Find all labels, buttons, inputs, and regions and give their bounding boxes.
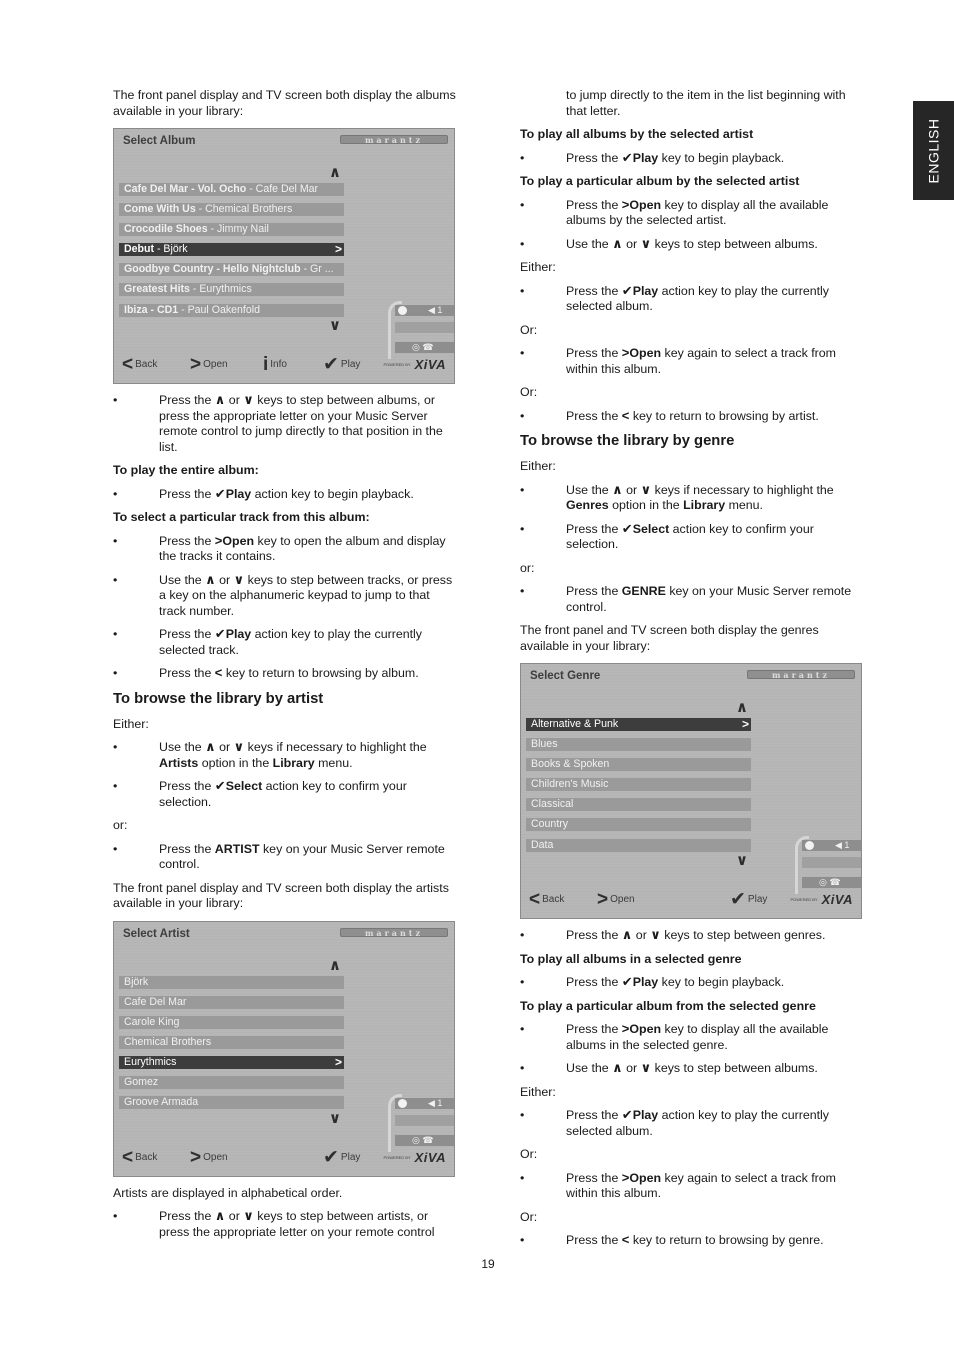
- chevron-right-icon: >: [621, 196, 630, 212]
- bullet-item: • Press the ∧ or ∨ keys to step between artists, or press the appropriate letter on your remote control: [113, 1208, 435, 1239]
- scroll-down-icon[interactable]: ∨: [328, 1109, 342, 1127]
- genres-intro: The front panel and TV screen both display the genres available in your library:: [520, 623, 819, 653]
- list-item[interactable]: Chemical Brothers: [119, 1036, 344, 1049]
- marantz-logo: marantz: [340, 928, 448, 937]
- bullet-item: • Press the >Open key again to select a track from within this album.: [520, 345, 836, 376]
- scroll-up-icon[interactable]: ∧: [328, 164, 342, 181]
- bullet-item: • Use the ∧ or ∨ keys if necessary to highlight the Artists option in the Library menu.: [113, 739, 427, 770]
- check-icon: ✔: [323, 354, 339, 375]
- chevron-right-icon: >: [334, 243, 342, 257]
- list-item[interactable]: Country: [526, 818, 751, 831]
- bullet-item: • Press the < key to return to browsing by genre.: [520, 1232, 824, 1247]
- down-key-icon: ∨: [640, 235, 652, 251]
- list-item[interactable]: Cafe Del Mar: [119, 996, 344, 1009]
- check-icon: ✔: [730, 889, 746, 910]
- either-label: Either:: [520, 1084, 556, 1099]
- or-label: Or:: [520, 385, 538, 399]
- bullet-item: • Press the GENRE key on your Music Server remote control.: [520, 584, 852, 614]
- language-tab: ENGLISH: [913, 101, 954, 200]
- up-key-icon: ∧: [214, 1208, 226, 1223]
- bullet-item: • Press the ✔Play action key to play the currently selected track.: [113, 626, 423, 657]
- check-icon: ✔: [214, 626, 226, 641]
- check-icon: ✔: [621, 1107, 633, 1122]
- up-key-icon: ∧: [621, 927, 633, 942]
- open-arrow-icon: >: [597, 889, 609, 910]
- subheading: To select a particular track from this album:: [113, 510, 370, 524]
- list-item[interactable]: Children's Music: [526, 778, 751, 791]
- chevron-right-icon: >: [621, 345, 630, 360]
- speaker-icon: ◀ 1: [835, 840, 850, 850]
- bullet-item: • Use the ∧ or ∨ keys to step between tracks, or press a key on the alphanumeric keypad to jump to that track number.: [113, 571, 453, 618]
- status-panel: [795, 836, 862, 894]
- bullet-item: • Press the ✔Select action key to confirm your selection.: [520, 520, 814, 551]
- chevron-left-icon: <: [621, 1232, 630, 1247]
- up-key-icon: ∧: [612, 1060, 623, 1075]
- subheading: To play a particular album by the selected artist: [520, 174, 800, 188]
- or-label: Or:: [520, 1209, 538, 1224]
- bullet-item: • Press the >Open key to display all the available albums in the selected genre.: [520, 1021, 829, 1052]
- or-label: or:: [520, 560, 535, 575]
- up-key-icon: ∧: [612, 481, 623, 497]
- xiva-logo: POWERED BY XiVA: [383, 1149, 446, 1165]
- bullet-item: • Press the < key to return to browsing by artist.: [520, 407, 819, 423]
- down-key-icon: ∨: [640, 481, 652, 497]
- volume-knob-icon: [398, 306, 407, 315]
- bullet-item: • Press the ✔Play key to begin playback.: [520, 149, 785, 165]
- left-column: [113, 88, 458, 1248]
- select-artist-screen: [113, 921, 455, 1177]
- bullet-item: • Press the ∧ or ∨ keys to step between albums, or press the appropriate letter on your Music Server remote control to jump directly to that position in the list.: [113, 392, 443, 454]
- either-label: Either:: [520, 260, 556, 274]
- scroll-down-icon[interactable]: ∨: [735, 852, 749, 869]
- status-panel: [388, 301, 455, 359]
- back-arrow-icon: <: [122, 354, 134, 375]
- bullet-item: • Press the >Open key to display all the available albums by the selected artist.: [520, 196, 829, 227]
- play-button[interactable]: ✔ Play: [730, 889, 768, 910]
- either-label: Either:: [113, 716, 149, 731]
- list-item[interactable]: Groove Armada: [119, 1096, 344, 1109]
- or-label: Or:: [520, 322, 538, 337]
- albums-intro: The front panel display and TV screen both display the albums available in your library:: [113, 88, 456, 118]
- subheading: To play the entire album:: [113, 463, 259, 477]
- screen-footer: [120, 1148, 450, 1168]
- info-button[interactable]: i Info: [263, 354, 287, 375]
- select-genre-screen: [520, 663, 862, 919]
- subheading: To play all albums in a selected genre: [520, 951, 742, 966]
- down-key-icon: ∨: [640, 1060, 652, 1075]
- back-arrow-icon: <: [122, 1146, 134, 1168]
- bullet-item: • Press the ∧ or ∨ keys to step between genres.: [520, 927, 826, 942]
- chevron-right-icon: >: [741, 718, 749, 731]
- phone-icon: ◎ ☎: [819, 877, 841, 887]
- list-item[interactable]: Greatest Hits - Eurythmics: [119, 283, 344, 296]
- bullet-item: • Press the ARTIST key on your Music Server remote control.: [113, 841, 445, 871]
- artists-intro: The front panel display and TV screen both display the artists available in your library:: [113, 880, 449, 910]
- list-item[interactable]: Data: [526, 839, 751, 852]
- list-item-selected[interactable]: Eurythmics >: [119, 1056, 344, 1069]
- xiva-logo: POWERED BY XiVA: [383, 357, 446, 372]
- or-label: or:: [113, 818, 128, 832]
- screen-footer: [527, 890, 857, 910]
- check-icon: ✔: [621, 520, 633, 536]
- either-label: Either:: [520, 459, 556, 473]
- info-icon: i: [263, 354, 269, 375]
- check-icon: ✔: [621, 149, 633, 165]
- bullet-item: • Use the ∧ or ∨ keys to step between albums.: [520, 1060, 818, 1075]
- back-button[interactable]: < Back: [122, 1146, 158, 1168]
- list-item[interactable]: Books & Spoken: [526, 758, 751, 771]
- xiva-logo: POWERED BY XiVA: [790, 892, 853, 907]
- list-item[interactable]: Classical: [526, 798, 751, 811]
- down-key-icon: ∨: [233, 739, 245, 754]
- chevron-right-icon: >: [334, 1055, 342, 1069]
- phone-icon: ◎ ☎: [412, 1134, 434, 1145]
- up-key-icon: ∧: [205, 571, 216, 587]
- bullet-item: • Press the >Open key to open the album and display the tracks it contains.: [113, 532, 446, 563]
- status-panel: [388, 1094, 455, 1152]
- alphabetical-note: Artists are displayed in alphabetical order.: [113, 1185, 343, 1200]
- list-item[interactable]: Carole King: [119, 1016, 344, 1029]
- back-arrow-icon: <: [529, 889, 541, 910]
- chevron-right-icon: >: [214, 532, 223, 548]
- down-key-icon: ∨: [233, 571, 245, 587]
- back-button[interactable]: < Back: [529, 889, 565, 910]
- open-button[interactable]: > Open: [597, 889, 635, 910]
- volume-knob-icon: [398, 1099, 407, 1108]
- speaker-icon: ◀ 1: [428, 1097, 443, 1108]
- open-arrow-icon: >: [190, 1146, 202, 1168]
- play-button[interactable]: ✔ Play: [323, 1146, 361, 1168]
- list-item[interactable]: Ibiza - CD1 - Paul Oakenfold: [119, 304, 344, 317]
- back-button[interactable]: < Back: [122, 354, 158, 375]
- bullet-item: • Press the ✔Select action key to confirm your selection.: [113, 778, 407, 809]
- list-item[interactable]: Goodbye Country - Hello Nightclub - Gr ...: [119, 263, 344, 276]
- volume-knob-icon: [805, 841, 814, 850]
- up-key-icon: ∧: [205, 739, 216, 754]
- phone-icon: ◎ ☎: [412, 342, 434, 352]
- chevron-right-icon: >: [621, 1021, 630, 1036]
- play-button[interactable]: ✔ Play: [323, 354, 361, 375]
- bullet-item: • Press the ✔Play action key to play the currently selected album.: [520, 282, 830, 313]
- marantz-logo: marantz: [747, 670, 855, 679]
- chevron-right-icon: >: [621, 1169, 630, 1185]
- up-key-icon: ∧: [612, 235, 623, 251]
- subheading: To play all albums by the selected artist: [520, 127, 754, 141]
- check-icon: ✔: [621, 282, 633, 298]
- subheading: To play a particular album from the selected genre: [520, 998, 816, 1013]
- up-key-icon: ∧: [214, 392, 226, 407]
- right-column: [520, 88, 865, 1257]
- scroll-down-icon[interactable]: ∨: [328, 317, 342, 334]
- check-icon: ✔: [214, 485, 226, 501]
- speaker-icon: ◀ 1: [428, 305, 443, 315]
- select-album-screen: [113, 128, 455, 384]
- bullet-item: • Use the ∧ or ∨ keys if necessary to highlight the Genres option in the Library menu.: [520, 481, 834, 512]
- bullet-item: • Press the < key to return to browsing by album.: [113, 665, 419, 680]
- list-item[interactable]: Blues: [526, 738, 751, 751]
- check-icon: ✔: [621, 974, 633, 989]
- open-button[interactable]: > Open: [190, 1146, 228, 1168]
- bullet-item: • Press the ✔Play action key to play the currently selected album.: [520, 1107, 830, 1138]
- list-item-selected[interactable]: Debut - Björk >: [119, 243, 344, 256]
- scroll-up-icon[interactable]: ∧: [735, 699, 749, 716]
- open-button[interactable]: > Open: [190, 354, 228, 375]
- bullet-item: • Use the ∧ or ∨ keys to step between albums.: [520, 235, 818, 251]
- list-item[interactable]: Come With Us - Chemical Brothers: [119, 203, 344, 216]
- bullet-item: • Press the ✔Play action key to begin playback.: [113, 485, 414, 501]
- list-item-selected[interactable]: Alternative & Punk >: [526, 718, 751, 731]
- screen-title: Select Genre: [530, 670, 601, 682]
- list-item[interactable]: Crocodile Shoes - Jimmy Nail: [119, 223, 344, 236]
- or-label: Or:: [520, 1147, 538, 1161]
- down-key-icon: ∨: [243, 1208, 254, 1223]
- list-item[interactable]: Gomez: [119, 1076, 344, 1089]
- check-icon: ✔: [323, 1146, 339, 1168]
- chevron-left-icon: <: [621, 407, 630, 423]
- marantz-logo: marantz: [340, 135, 448, 144]
- section-heading: To browse the library by artist: [113, 690, 324, 707]
- list-item[interactable]: Cafe Del Mar - Vol. Ocho - Cafe Del Mar: [119, 183, 344, 196]
- scroll-up-icon[interactable]: ∧: [328, 956, 342, 974]
- screen-footer: [120, 355, 450, 375]
- continued-text: to jump directly to the item in the list beginning with that letter.: [566, 88, 846, 118]
- down-key-icon: ∨: [243, 392, 254, 407]
- list-item[interactable]: Björk: [119, 976, 344, 989]
- bullet-item: • Press the ✔Play key to begin playback.: [520, 974, 785, 989]
- section-heading: To browse the library by genre: [520, 433, 735, 449]
- check-icon: ✔: [214, 778, 226, 793]
- open-arrow-icon: >: [190, 354, 202, 375]
- down-key-icon: ∨: [650, 927, 661, 942]
- chevron-left-icon: <: [214, 665, 223, 680]
- page-number: 19: [481, 1257, 495, 1271]
- screen-title: Select Artist: [123, 927, 190, 940]
- screen-title: Select Album: [123, 135, 196, 147]
- bullet-item: • Press the >Open key again to select a track from within this album.: [520, 1169, 836, 1200]
